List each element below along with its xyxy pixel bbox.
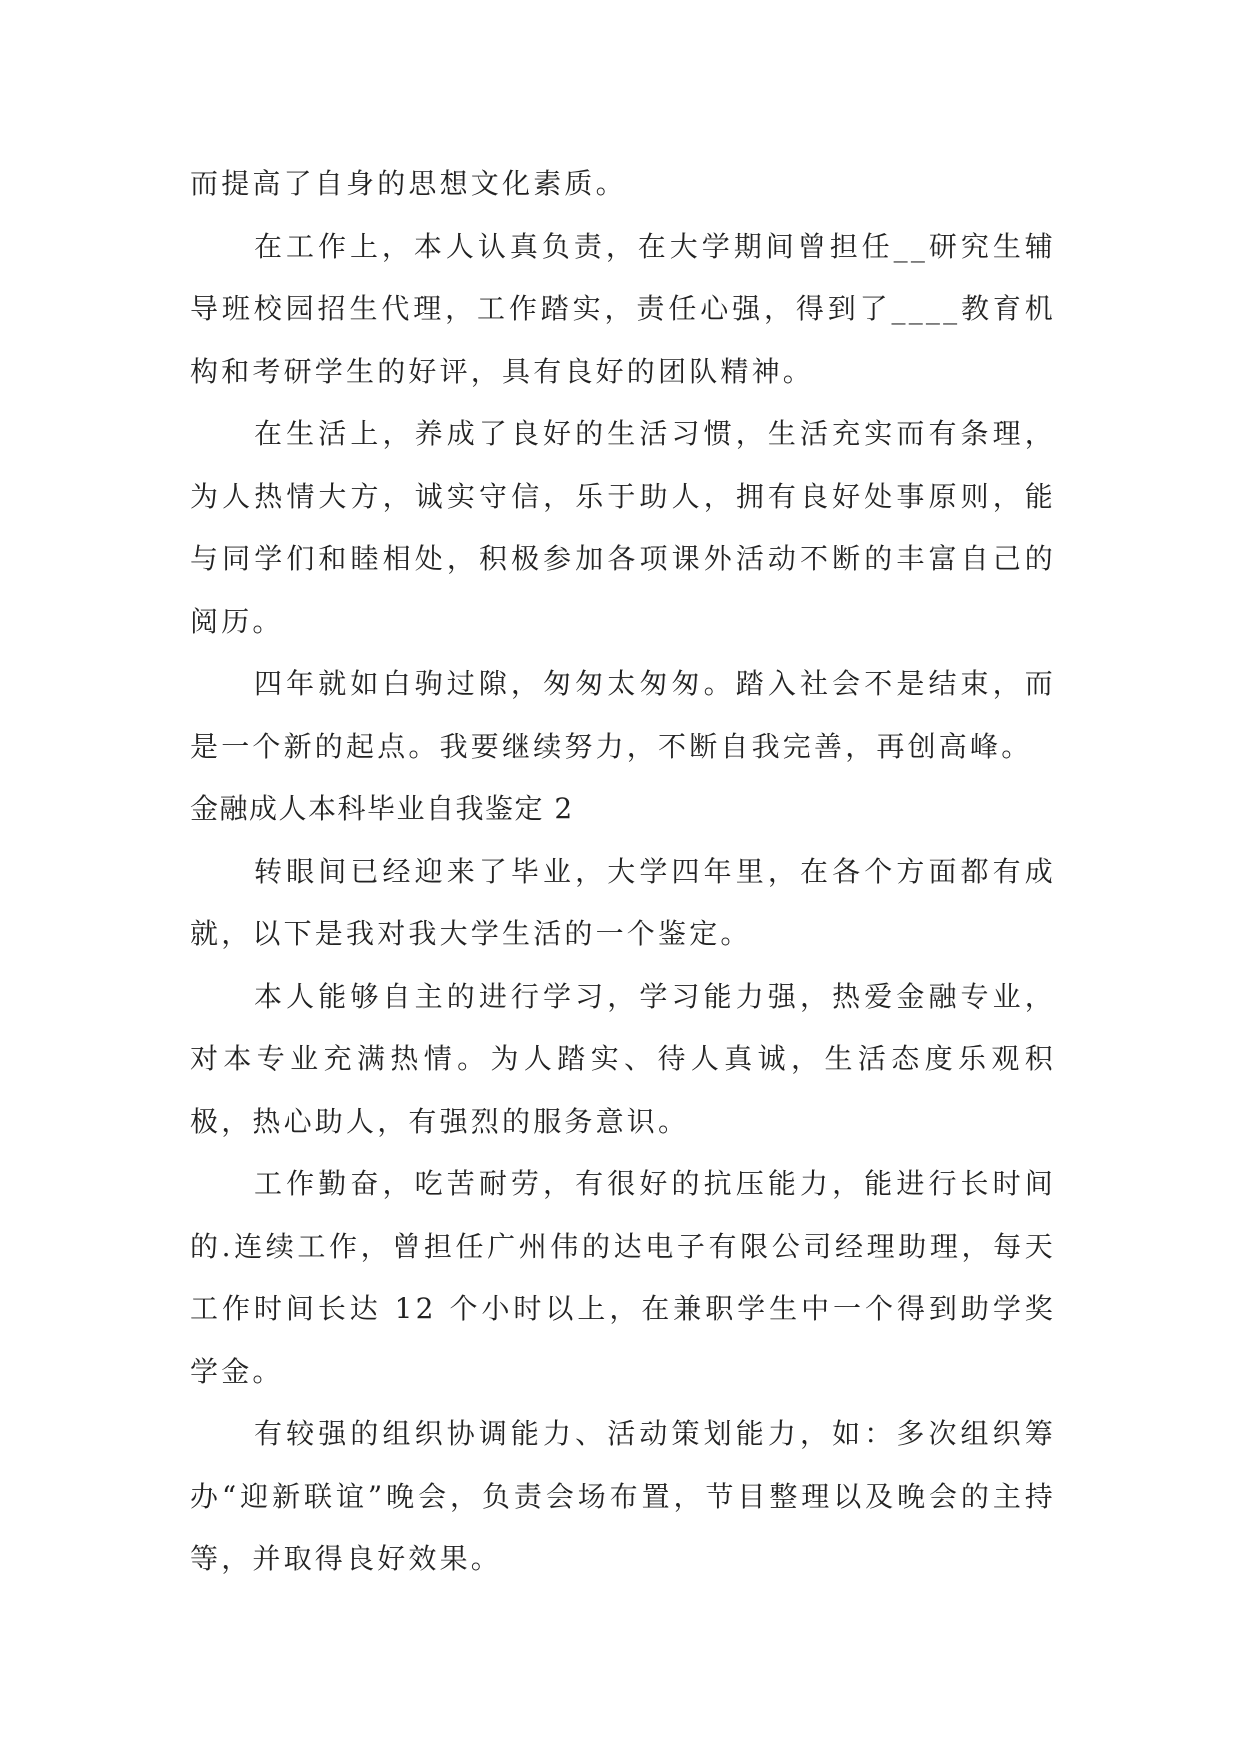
section-heading: 金融成人本科毕业自我鉴定 2 (190, 792, 574, 825)
paragraph: 四年就如白驹过隙，匆匆太匆匆。踏入社会不是结束，而是一个新的起点。我要继续努力，不断自我完善，再创高峰。 (190, 667, 1056, 763)
paragraph: 工作勤奋，吃苦耐劳，有很好的抗压能力，能进行长时间的.连续工作，曾担任广州伟的达电子有限公司经理助理，每天工作时间长达 12 个小时以上，在兼职学生中一个得到助学奖学金。 (190, 1167, 1056, 1388)
document-body (190, 153, 1056, 1591)
paragraph: 转眼间已经迎来了毕业，大学四年里，在各个方面都有成就，以下是我对我大学生活的一个鉴定。 (190, 854, 1056, 950)
paragraph: 在生活上，养成了良好的生活习惯，生活充实而有条理，为人热情大方，诚实守信，乐于助人，拥有良好处事原则，能与同学们和睦相处，积极参加各项课外活动不断的丰富自己的阅历。 (190, 417, 1056, 638)
paragraph: 而提高了自身的思想文化素质。 (190, 167, 627, 200)
paragraph: 在工作上，本人认真负责，在大学期间曾担任__研究生辅导班校园招生代理，工作踏实，责任心强，得到了____教育机构和考研学生的好评，具有良好的团队精神。 (190, 229, 1056, 388)
paragraph: 本人能够自主的进行学习，学习能力强，热爱金融专业，对本专业充满热情。为人踏实、待人真诚，生活态度乐观积极，热心助人，有强烈的服务意识。 (190, 979, 1056, 1138)
paragraph: 有较强的组织协调能力、活动策划能力，如：多次组织筹办“迎新联谊”晚会，负责会场布置，节目整理以及晚会的主持等，并取得良好效果。 (190, 1417, 1056, 1575)
